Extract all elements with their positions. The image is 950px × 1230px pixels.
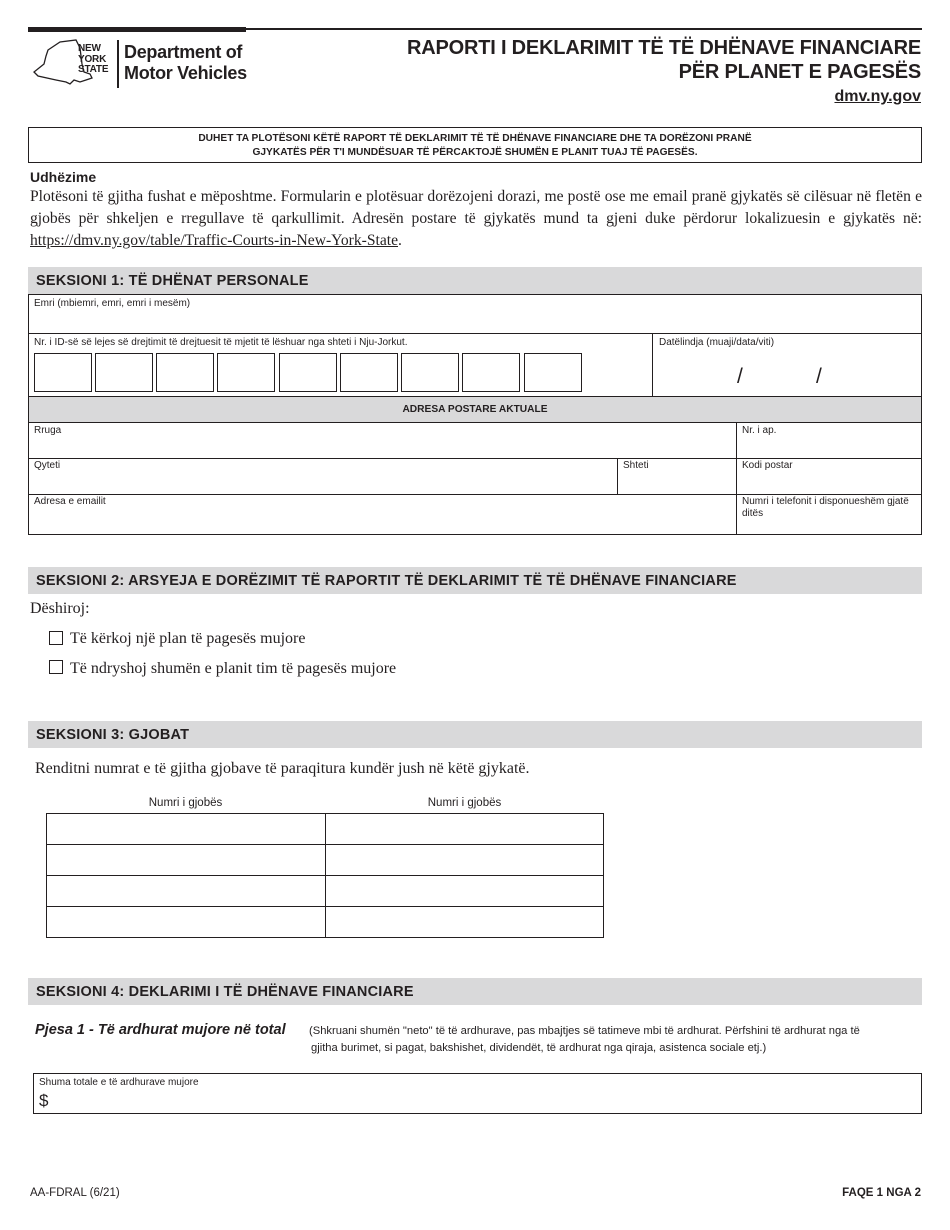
instructions-text: Plotësoni të gjitha fushat e mëposhtme. Formularin e plotësuar dorëzojeni dorazi, me postë ose me email pranë gjykatës së cilësuar në fletën e gjobës për shkeljen e rregullave të qarkullimit. Adresën postare të gjykatës mund ta gjeni duke përdorur lokalizuesin e gjykatës në: https://dmv.ny.gov/table/Traffic-Courts-in-New-York-State. xyxy=(30,188,922,249)
table-row xyxy=(47,845,604,876)
fine-number-header-2: Numri i gjobës xyxy=(427,797,502,809)
form-title: RAPORTI I DEKLARIMIT TË TË DHËNAVE FINANCIARE PËR PLANET E PAGESËS xyxy=(407,37,921,83)
part-1-title: Pjesa 1 - Të ardhurat mujore në total xyxy=(35,1022,286,1038)
section-1-header: SEKSIONI 1: TË DHËNAT PERSONALE xyxy=(28,267,922,294)
section-2-intro: Dëshiroj: xyxy=(30,600,90,617)
apt-label: Nr. i ap. xyxy=(742,425,777,436)
name-label: Emri (mbiemri, emri, emri i mesëm) xyxy=(34,298,191,309)
section-3-intro: Renditni numrat e të gjitha gjobave të paraqitura kundër jush në këtë gjykatë. xyxy=(35,760,530,777)
license-id-digit-1[interactable] xyxy=(34,353,92,392)
request-plan-label: Të kërkoj një plan të pagesës mujore xyxy=(70,630,306,647)
license-id-digit-9[interactable] xyxy=(524,353,582,392)
zip-label: Kodi postar xyxy=(742,460,793,471)
fines-table xyxy=(46,813,604,938)
license-id-digit-5[interactable] xyxy=(279,353,337,392)
dob-label: Datëlindja (muaji/data/viti) xyxy=(659,337,775,348)
fine-number-cell[interactable] xyxy=(47,876,326,907)
notice-box: DUHET TA PLOTËSONI KËTË RAPORT TË DEKLARIMIT TË TË DHËNAVE FINANCIARE DHE TA DORËZONI PRANË GJYKATËS PËR T'I MUNDËSUAR TË PËRCAKTOJË SHUMËN E PLANIT TUAJ TË PAGESËS. xyxy=(28,127,922,163)
currency-symbol: $ xyxy=(39,1091,49,1110)
logo-department-text: Department of Motor Vehicles xyxy=(124,42,247,83)
table-row xyxy=(47,814,604,845)
city-field[interactable] xyxy=(29,459,617,494)
logo-state-text: NEW YORK STATE xyxy=(78,43,109,75)
fine-number-cell[interactable] xyxy=(325,907,604,938)
table-row xyxy=(47,876,604,907)
fine-number-header-1: Numri i gjobës xyxy=(148,797,223,809)
street-field[interactable] xyxy=(29,423,736,458)
apt-field[interactable] xyxy=(737,423,921,458)
street-label: Rruga xyxy=(34,425,62,436)
name-field[interactable] xyxy=(28,294,922,334)
header-rule-thick xyxy=(28,27,246,32)
license-id-digit-2[interactable] xyxy=(95,353,153,392)
license-id-digit-7[interactable] xyxy=(401,353,459,392)
email-field[interactable] xyxy=(29,495,736,534)
email-label: Adresa e emailit xyxy=(34,496,106,507)
total-income-label: Shuma totale e të ardhurave mujore xyxy=(39,1077,199,1088)
section-4-header: SEKSIONI 4: DEKLARIMI I TË DHËNAVE FINANCIARE xyxy=(28,978,922,1005)
fine-number-cell[interactable] xyxy=(325,814,604,845)
dob-slash-2: / xyxy=(816,365,822,388)
header-rule-thin xyxy=(246,28,922,30)
fine-number-cell[interactable] xyxy=(47,907,326,938)
part-1-description-1: (Shkruani shumën "neto" të të ardhurave, pas mbajtjes së tatimeve mbi të ardhurat. Përfshini të ardhurat nga të xyxy=(309,1025,860,1037)
section-3-header: SEKSIONI 3: GJOBAT xyxy=(28,721,922,748)
form-code: AA-FDRAL (6/21) xyxy=(30,1187,120,1199)
page-number: FAQE 1 NGA 2 xyxy=(842,1187,921,1199)
license-id-digit-6[interactable] xyxy=(340,353,398,392)
dob-field[interactable] xyxy=(653,350,921,396)
fine-number-cell[interactable] xyxy=(325,845,604,876)
phone-label: Numri i telefonit i disponueshëm gjatë ditës xyxy=(742,496,909,519)
license-id-digit-4[interactable] xyxy=(217,353,275,392)
request-plan-checkbox[interactable] xyxy=(49,631,63,645)
logo-divider xyxy=(117,40,119,88)
instructions-heading: Udhëzime xyxy=(30,169,97,185)
state-label: Shteti xyxy=(623,460,649,471)
city-label: Qyteti xyxy=(34,460,61,471)
section-2-header: SEKSIONI 2: ARSYEJA E DORËZIMIT TË RAPORTIT TË DEKLARIMIT TË TË DHËNAVE FINANCIARE xyxy=(28,567,922,594)
address-header: ADRESA POSTARE AKTUALE xyxy=(29,397,921,422)
website-link[interactable]: dmv.ny.gov xyxy=(834,88,921,105)
fine-number-cell[interactable] xyxy=(47,845,326,876)
part-1-description-2: gjitha burimet, si pagat, bakshishet, dividendët, të ardhurat nga qiraja, asistenca sociale etj.) xyxy=(311,1042,767,1054)
fine-number-cell[interactable] xyxy=(325,876,604,907)
license-id-digit-3[interactable] xyxy=(156,353,214,392)
dob-slash-1: / xyxy=(737,365,743,388)
table-row xyxy=(47,907,604,938)
phone-field[interactable] xyxy=(737,495,921,534)
state-field[interactable] xyxy=(618,459,736,494)
change-plan-checkbox[interactable] xyxy=(49,660,63,674)
fine-number-cell[interactable] xyxy=(47,814,326,845)
zip-field[interactable] xyxy=(737,459,921,494)
change-plan-label: Të ndryshoj shumën e planit tim të pagesës mujore xyxy=(70,660,397,677)
license-id-digit-8[interactable] xyxy=(462,353,520,392)
court-locator-link[interactable]: https://dmv.ny.gov/table/Traffic-Courts-in-New-York-State xyxy=(30,232,399,249)
license-id-label: Nr. i ID-së së lejes së drejtimit të drejtuesit të mjetit të lëshuar nga shteti i Nju-Jorkut. xyxy=(34,337,408,348)
